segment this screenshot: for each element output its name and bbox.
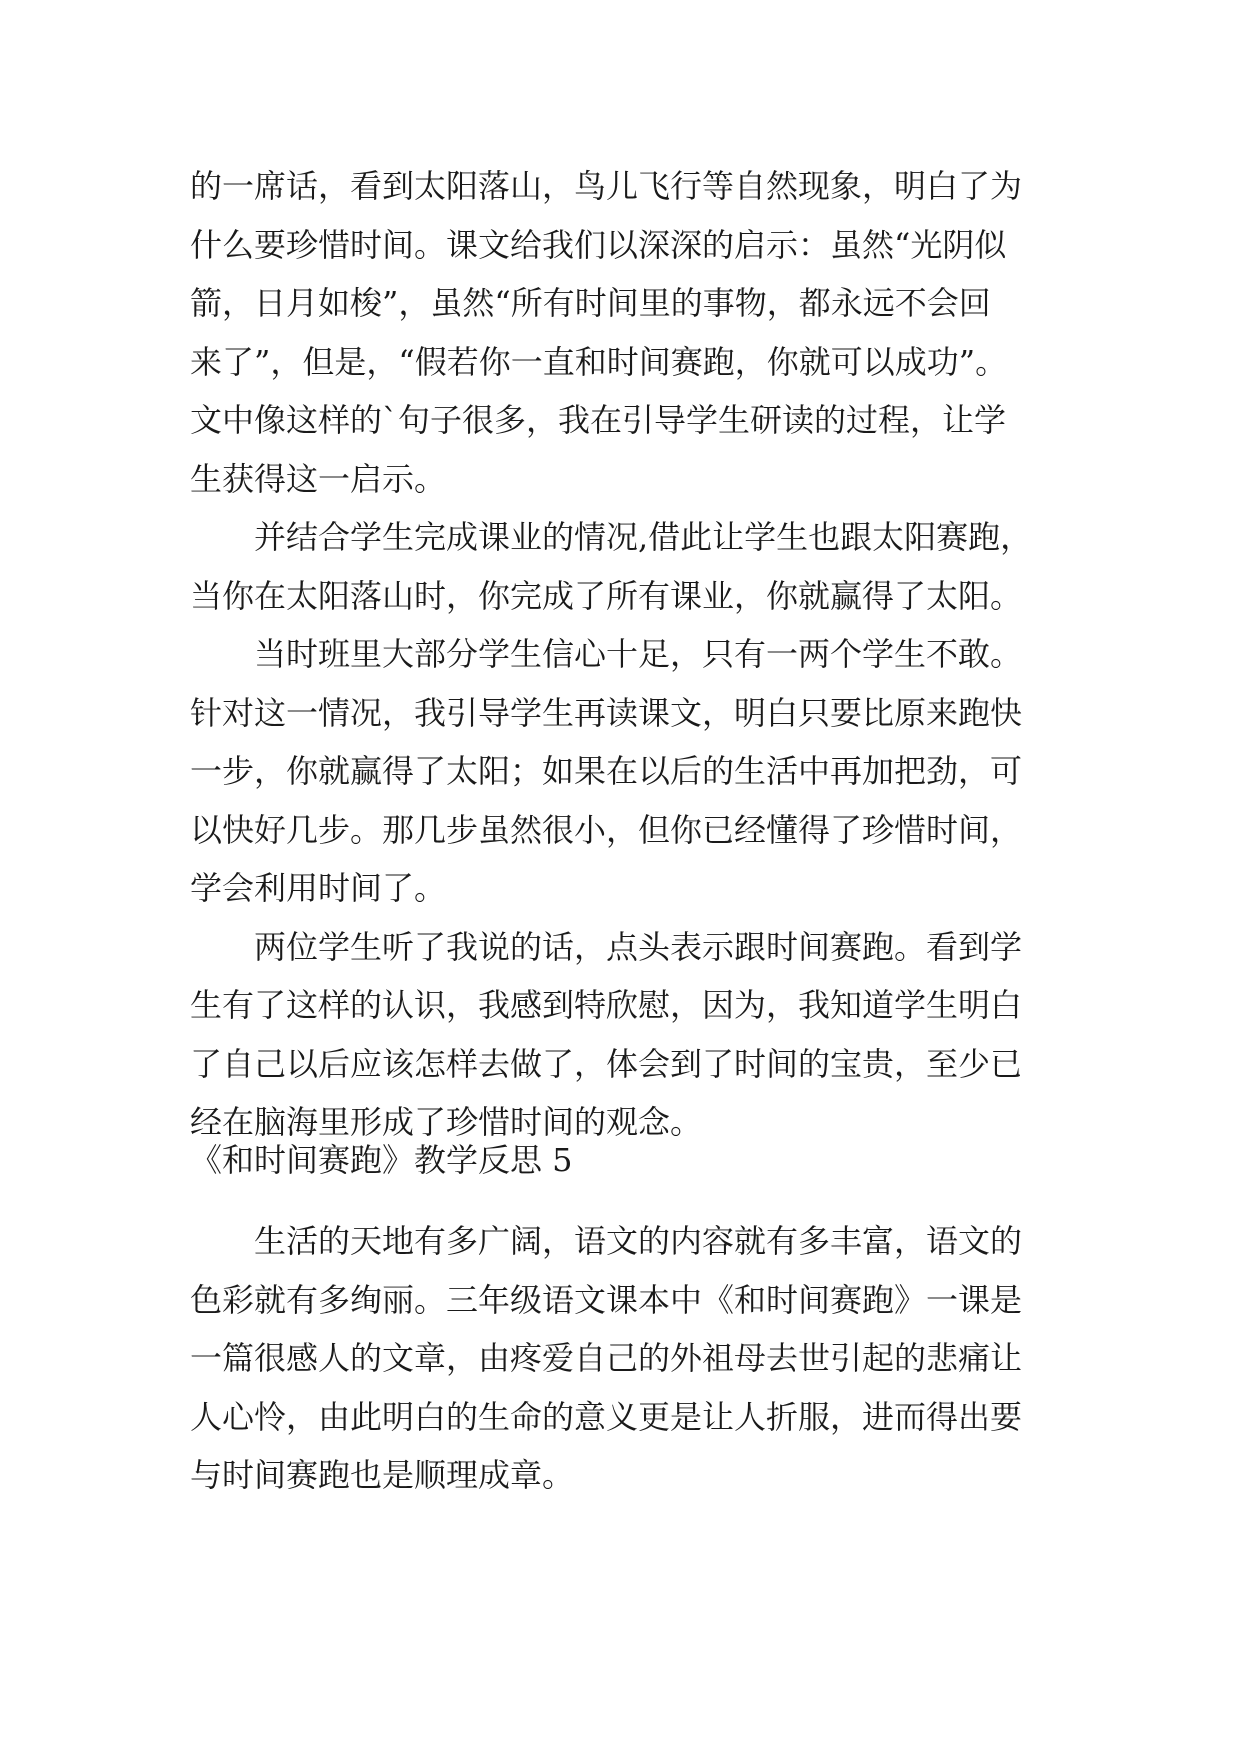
text-line: 生有了这样的认识，我感到特欣慰，因为，我知道学生明白 (190, 986, 1023, 1024)
text-line: 一篇很感人的文章，由疼爱自己的外祖母去世引起的悲痛让 (190, 1339, 1023, 1377)
text-line: 以快好几步。那几步虽然很小，但你已经懂得了珍惜时间， (190, 810, 1023, 849)
text-line: 针对这一情况，我引导学生再读课文，明白只要比原来跑快 (190, 693, 1023, 732)
text-line: 当你在太阳落山时，你完成了所有课业，你就赢得了太阳。 (190, 576, 1023, 615)
text-line: 来了”，但是，“假若你一直和时间赛跑，你就可以成功”。 (190, 342, 1008, 381)
text-line: 人心怜，由此明白的生命的意义更是让人折服，进而得出要 (190, 1397, 1023, 1436)
text-line: 经在脑海里形成了珍惜时间的观念。 (190, 1103, 703, 1141)
text-line: 当时班里大部分学生信心十足，只有一两个学生不敢。 (254, 635, 1023, 673)
text-section-1 (190, 157, 1060, 1152)
text-line: 文中像这样的`句子很多，我在引导学生研读的过程，让学 (190, 401, 1007, 439)
text-line: 的一席话，看到太阳落山，鸟儿飞行等自然现象，明白了为 (190, 167, 1023, 205)
text-line: 与时间赛跑也是顺理成章。 (190, 1456, 575, 1494)
text-line: 一步，你就赢得了太阳；如果在以后的生活中再加把劲，可 (190, 752, 1023, 790)
text-section-2 (190, 1212, 1060, 1505)
section-heading: 《和时间赛跑》教学反思 5 (190, 1141, 573, 1179)
text-line: 了自己以后应该怎样去做了，体会到了时间的宝贵，至少已 (190, 1044, 1023, 1083)
text-line: 两位学生听了我说的话，点头表示跟时间赛跑。看到学 (254, 927, 1023, 966)
text-line: 并结合学生完成课业的情况,借此让学生也跟太阳赛跑， (254, 518, 1033, 556)
text-line: 生获得这一启示。 (190, 459, 447, 498)
text-line: 箭，日月如梭”，虽然“所有时间里的事物，都永远不会回 (190, 284, 991, 322)
text-line: 学会利用时间了。 (190, 869, 447, 907)
text-line: 生活的天地有多广阔，语文的内容就有多丰富，语文的 (254, 1222, 1023, 1260)
text-line: 色彩就有多绚丽。三年级语文课本中《和时间赛跑》一课是 (190, 1280, 1023, 1319)
text-line: 什么要珍惜时间。课文给我们以深深的启示：虽然“光阴似 (190, 225, 1007, 264)
